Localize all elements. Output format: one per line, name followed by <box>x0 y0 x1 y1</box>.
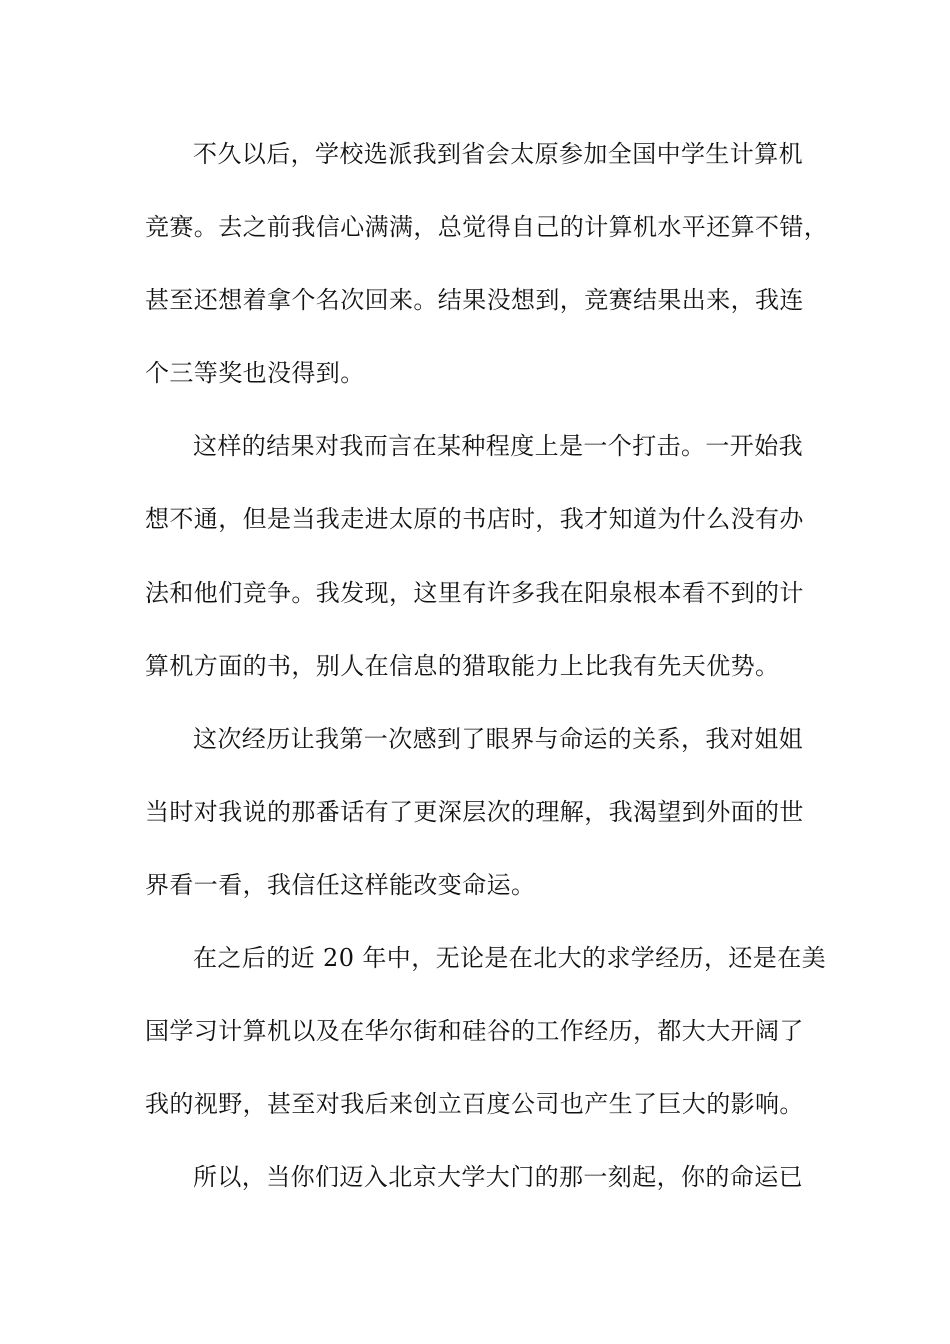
paragraph-2-line-1: 这样的结果对我而言在某种程度上是一个打击。一开始我 <box>193 432 803 460</box>
paragraph-1-line-4: 个三等奖也没得到。 <box>145 359 365 387</box>
paragraph-3-line-2: 当时对我说的那番话有了更深层次的理解，我渴望到外面的世 <box>145 798 804 826</box>
paragraph-1-line-1: 不久以后，学校选派我到省会太原参加全国中学生计算机 <box>193 140 803 168</box>
paragraph-1-line-3: 甚至还想着拿个名次回来。结果没想到，竞赛结果出来，我连 <box>145 286 804 314</box>
paragraph-4-line-3: 我的视野，甚至对我后来创立百度公司也产生了巨大的影响。 <box>145 1090 804 1118</box>
paragraph-2-line-2: 想不通，但是当我走进太原的书店时，我才知道为什么没有办 <box>145 505 804 533</box>
paragraph-5-line-1: 所以，当你们迈入北京大学大门的那一刻起，你的命运已 <box>193 1163 803 1191</box>
paragraph-3-line-3: 界看一看，我信任这样能改变命运。 <box>145 871 536 899</box>
paragraph-3-line-1: 这次经历让我第一次感到了眼界与命运的关系，我对姐姐 <box>193 725 803 753</box>
paragraph-4-line-2: 国学习计算机以及在华尔街和硅谷的工作经历，都大大开阔了 <box>145 1017 804 1045</box>
paragraph-1-line-2: 竞赛。去之前我信心满满，总觉得自己的计算机水平还算不错， <box>145 213 829 241</box>
paragraph-4-line-1: 在之后的近 20 年中，无论是在北大的求学经历，还是在美 <box>193 944 826 972</box>
paragraph-2-line-3: 法和他们竞争。我发现，这里有许多我在阳泉根本看不到的计 <box>145 579 804 607</box>
paragraph-2-line-4: 算机方面的书，别人在信息的猎取能力上比我有先天优势。 <box>145 652 780 680</box>
